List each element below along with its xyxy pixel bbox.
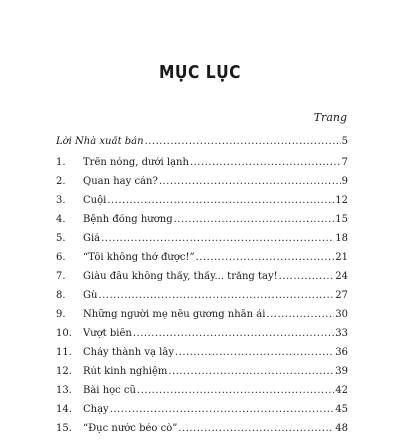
- toc-entry-number: 15.: [56, 423, 72, 434]
- toc-entry-title: Bệnh đồng hương: [83, 214, 173, 225]
- toc-entry-title: Quan hay cán?: [83, 176, 158, 187]
- toc-entry-number: 11.: [56, 347, 72, 358]
- toc-entry-page: 42: [335, 385, 348, 396]
- toc-entry-number: 14.: [56, 404, 72, 415]
- toc-entry[interactable]: [56, 157, 348, 176]
- toc-entry-number: 1.: [56, 157, 66, 168]
- toc-entry-title: Cháy thành vạ lây: [83, 347, 174, 358]
- toc-entry[interactable]: [56, 309, 348, 328]
- toc-intro-label: Lời Nhà xuất bản: [56, 136, 144, 147]
- toc-entry-title: Gù: [83, 290, 98, 301]
- toc-entries: [56, 157, 348, 442]
- toc-entry-page: 12: [335, 195, 348, 206]
- toc-entry[interactable]: [56, 385, 348, 404]
- toc-entry-title: Những người mẹ nêu gương nhân ái: [83, 309, 266, 320]
- dot-leader: [196, 252, 335, 263]
- toc-entry[interactable]: [56, 423, 348, 442]
- dot-leader: [174, 214, 335, 225]
- toc-entry-page: 7: [341, 157, 348, 168]
- toc-entry-page: 24: [335, 271, 348, 282]
- toc-entry-page: 21: [335, 252, 348, 263]
- toc-entry-title: Chạy: [83, 404, 109, 415]
- toc-entry-page: 30: [335, 309, 348, 320]
- toc-entry-title: “Tôi không thở được!”: [83, 252, 195, 263]
- toc-entry-number: 5.: [56, 233, 66, 244]
- toc-entry-page: 18: [335, 233, 348, 244]
- dot-leader: [190, 157, 341, 168]
- toc-entry-number: 7.: [56, 271, 66, 282]
- dot-leader: [168, 366, 334, 377]
- toc-entry-page: 33: [335, 328, 348, 339]
- page-title: MỤC LỤC: [158, 61, 242, 83]
- toc-entry[interactable]: [56, 233, 348, 252]
- toc-entry-title: Trên nóng, dưới lạnh: [83, 157, 189, 168]
- toc-entry[interactable]: [56, 347, 348, 366]
- dot-leader: [266, 309, 334, 320]
- toc-intro-page: 5: [341, 136, 348, 147]
- toc-entry-number: 10.: [56, 328, 72, 339]
- toc-entry-number: 4.: [56, 214, 66, 225]
- dot-leader: [175, 347, 334, 358]
- toc-entry-number: 13.: [56, 385, 72, 396]
- dot-leader: [101, 233, 334, 244]
- dot-leader: [279, 271, 335, 282]
- toc-entry-title: “Đục nước béo cò”: [83, 423, 178, 434]
- toc-entry-page: 48: [335, 423, 348, 434]
- toc-intro-row[interactable]: [56, 136, 348, 155]
- dot-leader: [110, 404, 335, 415]
- toc-entry-title: Giá: [83, 233, 101, 244]
- toc-entry-number: 2.: [56, 176, 66, 187]
- toc-entry[interactable]: [56, 271, 348, 290]
- dot-leader: [107, 195, 334, 206]
- dot-leader: [159, 176, 341, 187]
- dot-leader: [98, 290, 334, 301]
- toc-entry[interactable]: [56, 328, 348, 347]
- toc-entry[interactable]: [56, 176, 348, 195]
- toc-entry[interactable]: [56, 195, 348, 214]
- toc-entry-title: Giàu đâu không thấy, thấy... trắng tay!: [83, 271, 278, 282]
- toc-entry-number: 6.: [56, 252, 66, 263]
- page-column-label: Trang: [313, 111, 347, 124]
- toc-entry-number: 9.: [56, 309, 66, 320]
- toc-entry-page: 15: [335, 214, 348, 225]
- toc-entry-title: Vượt biên: [83, 328, 132, 339]
- toc-entry-title: Bài học cũ: [83, 385, 136, 396]
- toc-entry-page: 36: [335, 347, 348, 358]
- toc-entry-page: 39: [335, 366, 348, 377]
- toc-entry-number: 3.: [56, 195, 66, 206]
- toc-entry[interactable]: [56, 214, 348, 233]
- dot-leader: [133, 328, 334, 339]
- toc-entry-title: Rút kinh nghiệm: [83, 366, 168, 377]
- dot-leader: [178, 423, 334, 434]
- toc-entry[interactable]: [56, 366, 348, 385]
- table-of-contents: [56, 136, 348, 442]
- toc-entry-number: 8.: [56, 290, 66, 301]
- toc-entry-page: 9: [341, 176, 348, 187]
- toc-entry-number: 12.: [56, 366, 72, 377]
- toc-entry-page: 27: [335, 290, 348, 301]
- toc-entry-title: Cuội: [83, 195, 107, 206]
- toc-entry-page: 45: [335, 404, 348, 415]
- dot-leader: [145, 136, 341, 147]
- toc-entry[interactable]: [56, 252, 348, 271]
- toc-entry[interactable]: [56, 404, 348, 423]
- dot-leader: [137, 385, 334, 396]
- toc-entry[interactable]: [56, 290, 348, 309]
